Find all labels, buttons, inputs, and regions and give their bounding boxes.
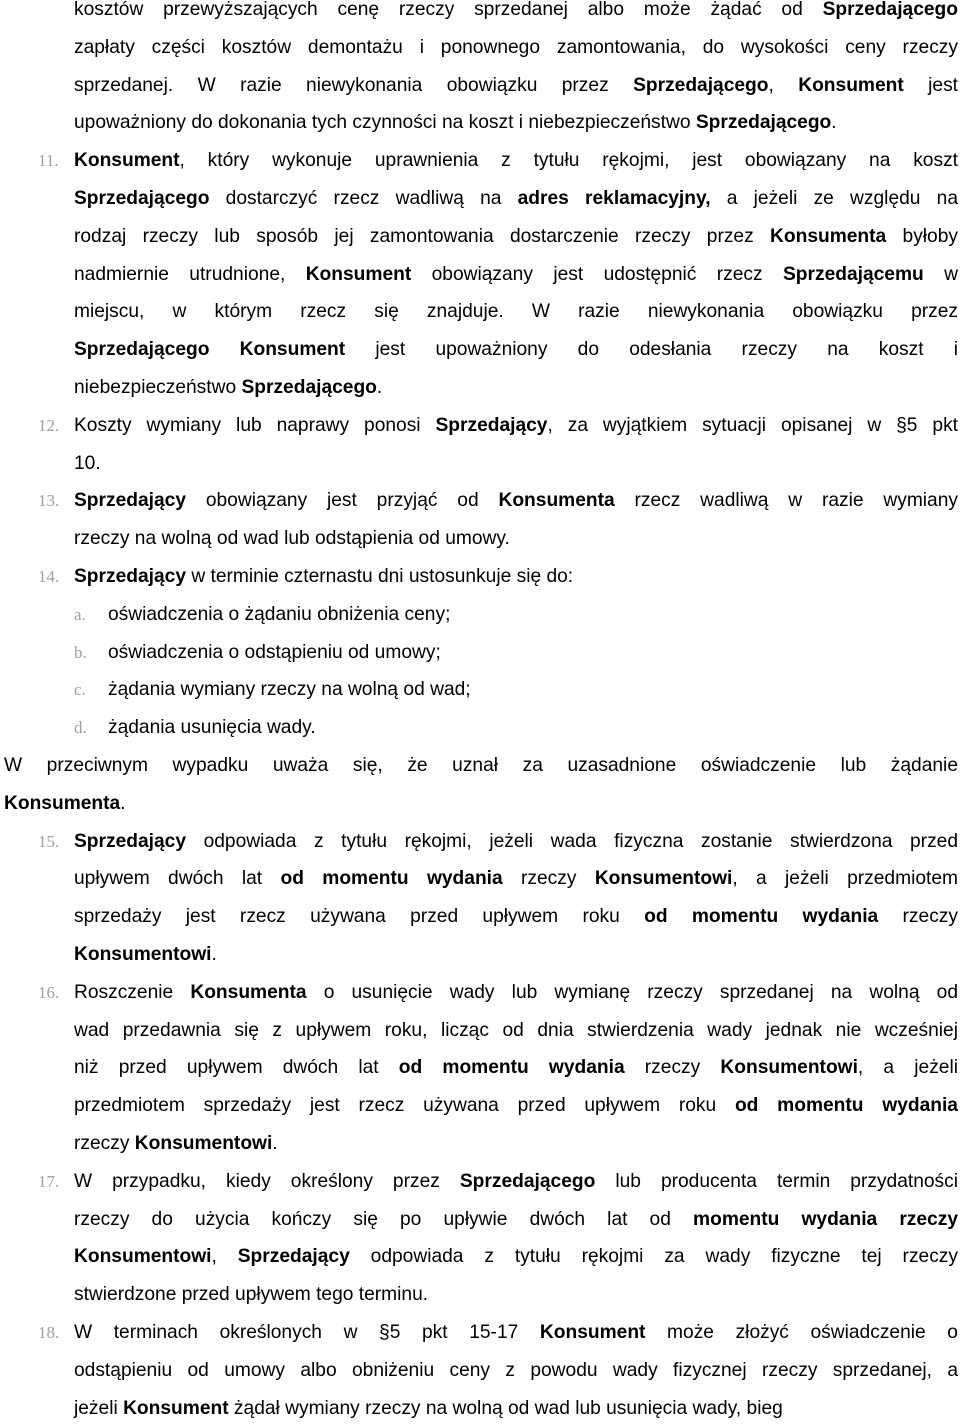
text-run: rzeczy [624,1057,721,1078]
emphasized-term: Konsument [798,75,904,96]
text-run: . [272,1133,278,1154]
text-line [74,1019,958,1043]
text-run: nadmiernie utrudnione, [74,264,306,285]
text-run: niż przed upływem dwóch lat [74,1057,399,1078]
text-run: obowiązany jest udostępnić rzecz [411,264,783,285]
text-line [4,792,958,816]
text-run: jeżeli [74,1398,124,1419]
emphasized-term: Sprzedający [74,831,186,852]
text-line [108,716,316,740]
text-line [74,981,958,1005]
paragraph-number: 14. [38,567,60,586]
text-run: stwierdzone przed upływem tego terminu. [74,1284,429,1305]
text-run: oświadczenia o żądaniu obniżenia ceny; [108,604,451,625]
text-run: odpowiada z tytułu rękojmi za wady fizyczne tej rzeczy [349,1246,958,1267]
text-line [74,905,958,929]
text-run: , za wyjątkiem sytuacji opisanej w §5 pkt [547,415,958,436]
text-run: żądania wymiany rzeczy na wolną od wad; [108,679,471,700]
text-run: jest [903,75,958,96]
emphasized-term: Konsumentowi [720,1057,858,1078]
text-line [74,1245,958,1269]
emphasized-term: Konsument [123,1398,229,1419]
text-line [108,641,441,665]
text-run: dostarczyć rzecz wadliwą na [209,188,518,209]
text-line [74,527,958,551]
text-run: rodzaj rzeczy lub sposób jej zamontowania dostarczenie rzeczy przez [74,226,771,247]
text-run: rzecz wadliwą w razie wymiany [614,490,958,511]
text-run: , [768,75,799,96]
text-run: rzeczy na wolną od wad lub odstąpienia od umowy. [74,528,510,549]
text-line [74,414,958,438]
text-run: . [211,944,217,965]
emphasized-term: Konsumentowi [594,868,733,889]
emphasized-term: Konsumentowi [74,944,212,965]
text-run: może złożyć oświadczenie o [645,1322,958,1343]
emphasized-term: od momentu wydania [398,1057,625,1078]
paragraph-number: 11. [38,151,59,170]
text-line [74,1170,958,1194]
text-line [74,1056,958,1080]
text-run: a jeżeli ze względu na [710,188,959,209]
emphasized-term: Sprzedającemu [782,264,924,285]
text-line [74,489,958,513]
text-line [74,111,958,135]
text-run: rzeczy do użycia kończy się po upływie dwóch lat od [74,1209,694,1230]
emphasized-term: Konsumenta [190,982,307,1003]
text-line [74,1132,958,1156]
list-letter: a. [74,605,86,624]
text-line [74,943,958,967]
text-line [74,376,958,400]
paragraph-number: 13. [38,491,60,510]
text-line [74,1397,958,1421]
text-run: W terminach określonych w §5 pkt 15-17 [74,1322,540,1343]
text-run: przedmiotem sprzedaży jest rzecz używana przed upływem roku [74,1095,735,1116]
text-line [74,565,958,589]
paragraph-number: 18. [38,1323,60,1342]
emphasized-term: Sprzedającego [633,75,769,96]
text-line [74,830,958,854]
text-run: rzeczy [878,906,958,927]
text-run: upływem dwóch lat [74,868,281,889]
text-line [74,1321,958,1345]
text-run: Koszty wymiany lub naprawy ponosi [74,415,436,436]
text-line [4,754,958,778]
emphasized-term: od momentu wydania [734,1095,958,1116]
text-run: odpowiada z tytułu rękojmi, jeżeli wada fizyczna zostanie stwierdzona przed [186,831,958,852]
emphasized-term: od momentu wydania [280,868,503,889]
text-line [74,338,958,362]
text-line [74,452,958,476]
text-line [74,867,958,891]
text-line [74,1283,958,1307]
text-run: Roszczenie [74,982,191,1003]
text-run: niebezpieczeństwo [74,377,242,398]
paragraph-number: 16. [38,983,60,1002]
text-run: obowiązany jest przyjąć od [186,490,499,511]
text-line [74,36,958,60]
text-run: upoważniony do dokonania tych czynności na koszt i niebezpieczeństwo [74,112,696,133]
text-line [74,263,958,287]
text-run: . [831,112,837,133]
text-line [74,187,958,211]
emphasized-term: Konsumenta [498,490,615,511]
text-line [74,1208,958,1232]
text-run: kosztów przewyższających cenę rzeczy sprzedanej albo może żądać od [74,0,823,20]
emphasized-term: Konsument [305,264,412,285]
emphasized-term: Konsumenta [4,793,121,814]
text-run: żądał wymiany rzeczy na wolną od wad lub usunięcia wady, bieg [228,1398,783,1419]
text-run: jest upoważniony do odesłania rzeczy na koszt i [345,339,958,360]
text-run: sprzedaży jest rzecz używana przed upływem roku [74,906,645,927]
emphasized-term: Konsumenta [770,226,887,247]
text-run: 10. [74,453,101,474]
text-run: rzeczy [74,1133,135,1154]
text-line [74,300,958,324]
text-run: odstąpieniu od umowy albo obniżeniu ceny z powodu wady fizycznej rzeczy sprzedanej, a [74,1360,958,1381]
text-line [74,149,958,173]
text-run: żądania usunięcia wady. [108,717,316,738]
paragraph-number: 17. [38,1172,60,1191]
emphasized-term: momentu wydania rzeczy [693,1209,958,1230]
emphasized-term: Sprzedający [435,415,548,436]
emphasized-term: Sprzedającego [822,0,958,20]
text-run: byłoby [886,226,958,247]
emphasized-term: Sprzedającego [74,188,210,209]
text-run: o usunięcie wady lub wymianę rzeczy sprzedanej na wolną od [306,982,959,1003]
text-run: . [376,377,383,398]
text-run: , który wykonuje uprawnienia z tytułu rękojmi, jest obowiązany na koszt [179,150,958,171]
text-line [74,225,958,249]
emphasized-term: Konsument [74,150,180,171]
emphasized-term: Sprzedający [74,566,186,587]
emphasized-term: Sprzedający [74,490,186,511]
text-line [74,1359,958,1383]
emphasized-term: Sprzedającego [695,112,832,133]
list-letter: d. [74,718,87,737]
text-run: w terminie czternastu dni ustosunkuje się do: [186,566,574,587]
text-run: . [120,793,126,814]
emphasized-term: od momentu wydania [644,906,879,927]
text-run: zapłaty części kosztów demontażu i ponownego zamontowania, do wysokości ceny rzeczy [74,37,958,58]
emphasized-term: Sprzedającego [459,1171,596,1192]
text-run: miejscu, w którym rzecz się znajduje. W razie niewykonania obowiązku przez [74,301,958,322]
paragraph-number: 12. [38,416,60,435]
emphasized-term: adres reklamacyjny, [517,188,711,209]
text-line [74,0,958,22]
text-run: wad przedawnia się z upływem roku, licząc od dnia stwierdzenia wady jednak nie wcześniej [74,1020,958,1041]
text-run: rzeczy [502,868,595,889]
text-run: oświadczenia o odstąpieniu od umowy; [108,642,441,663]
text-run: , a jeżeli przedmiotem [732,868,958,889]
text-run: W przeciwnym wypadku uważa się, że uznał za uzasadnione oświadczenie lub żądanie [4,755,958,776]
list-letter: c. [74,680,86,699]
text-run: sprzedanej. W razie niewykonania obowiązku przez [74,75,634,96]
paragraph-number: 15. [38,832,60,851]
text-line [74,1094,958,1118]
emphasized-term: Konsumentowi [134,1133,273,1154]
text-run: , a jeżeli [857,1057,958,1078]
text-line [74,74,958,98]
text-run: w [923,264,959,285]
emphasized-term: Sprzedający [237,1246,350,1267]
text-run: lub producenta termin przydatności [595,1171,959,1192]
text-run: , [211,1246,238,1267]
text-line [108,603,450,627]
emphasized-term: Sprzedającego Konsument [74,339,346,360]
emphasized-term: Sprzedającego [241,377,377,398]
text-line [108,678,471,702]
emphasized-term: Konsumentowi [74,1246,212,1267]
text-run: W przypadku, kiedy określony przez [74,1171,460,1192]
list-letter: b. [74,643,87,662]
emphasized-term: Konsument [539,1322,646,1343]
